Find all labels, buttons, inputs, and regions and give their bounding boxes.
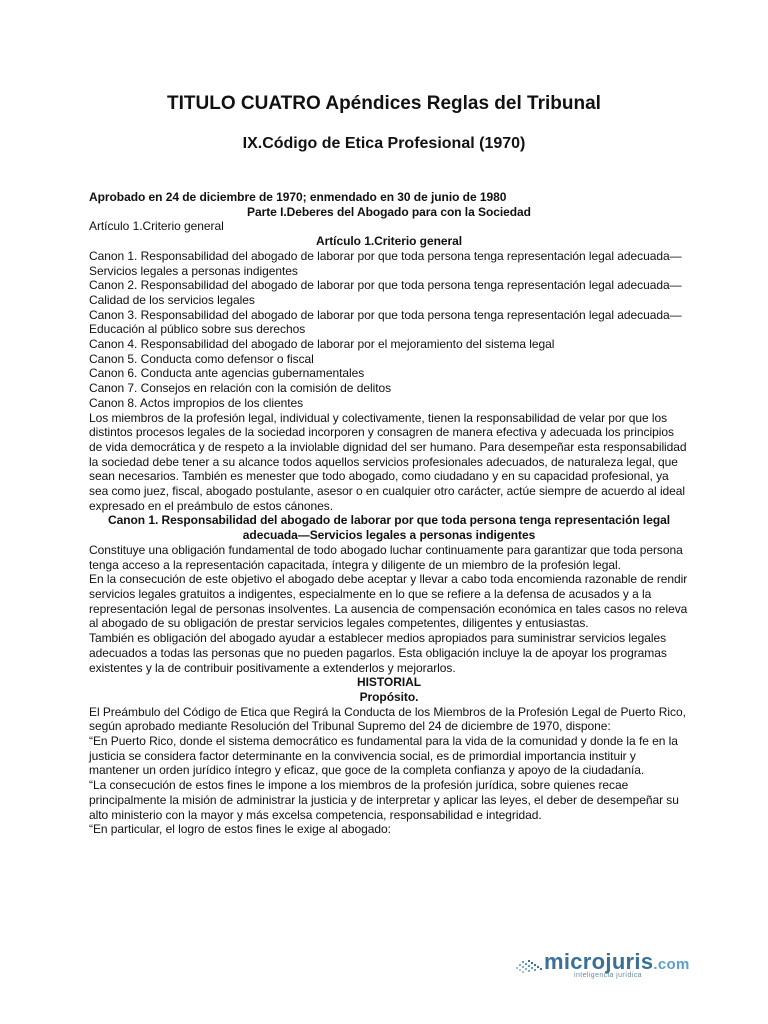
canon1-paragraph: Constituye una obligación fundamental de todo abogado luchar continuamente para garantizar que toda persona tenga acceso a la representación capacitada, íntegra y diligente de un miembro de la profesión legal. (89, 542, 683, 572)
article-heading: Artículo 1.Criterio general (315, 234, 463, 249)
approval-line: Aprobado en 24 de diciembre de 1970; enmendado en 30 de junio de 1980 (89, 190, 507, 204)
logo-tagline: inteligencia jurídica (574, 972, 642, 979)
canon-list-item: Canon 1. Responsabilidad del abogado de laborar por que toda persona tenga representación legal adecuada—Servicios legales a personas indigentes (89, 248, 682, 278)
canon-list-item: Canon 5. Conducta como defensor o fiscal (89, 351, 314, 366)
article-line-plain: Artículo 1.Criterio general (89, 219, 224, 234)
logo-suffix: .com (653, 956, 690, 973)
canon-list-item: Canon 8. Actos impropios de los clientes (89, 395, 304, 410)
microjuris-logo (514, 949, 690, 981)
canon-list-item: Canon 7. Consejos en relación con la comisión de delitos (89, 381, 392, 396)
canon-list-item: Canon 3. Responsabilidad del abogado de laborar por que toda persona tenga representación legal adecuada—Educación al público sobre sus derechos (89, 307, 682, 337)
logo-text: microjuris (544, 949, 654, 974)
canon1-paragraph: En la consecución de este objetivo el abogado debe aceptar y llevar a cabo toda encomienda razonable de rendir servicios legales gratuitos a indigentes, especialmente en lo que se refiere a la defensa de acusados y a la representación legal de personas insolventes. La ausencia de compensación económica en tales casos no releva al abogado de su obligación de prestar servicios legales competentes, diligentes y entusiastas. (89, 572, 688, 631)
canon1-heading: Canon 1. Responsabilidad del abogado de laborar por que toda persona tenga representación legal adecuada—Servicios legales a personas indigentes (107, 513, 671, 543)
canon-list-item: Canon 6. Conducta ante agencias gubernamentales (89, 366, 365, 381)
document-body (89, 190, 689, 837)
canon-list-item: Canon 4. Responsabilidad del abogado de laborar por el mejoramiento del sistema legal (89, 337, 555, 352)
historial-heading: HISTORIAL (357, 675, 421, 690)
historial-paragraph: “En Puerto Rico, donde el sistema democrático es fundamental para la vida de la comunidad y donde la fe en la justicia se considera factor determinante en la convivencia social, es de primordial importancia instituir y mantener un orden jurídico íntegro y eficaz, que goce de la completa confianza y apoyo de la ciudadanía. (89, 734, 678, 778)
part-heading: Parte I.Deberes del Abogado para con la Sociedad (247, 204, 531, 219)
historial-paragraph: “En particular, el logro de estos fines le exige al abogado: (89, 822, 391, 837)
intro-paragraph: Los miembros de la profesión legal, individual y colectivamente, tienen la responsabilidad de velar por que los distintos procesos legales de la sociedad incorporen y consagren de manera efectiva y adecuada los principios de vida democrática y de respeto a la inviolable dignidad del ser humano. Para desempeñar esta responsabilidad la sociedad debe tener a su alcance todos aquellos servicios profesionales adecuados, de naturaleza legal, que sean necesarios. También es menester que todo abogado, como ciudadano y en su capacidad profesional, ya sea como juez, fiscal, abogado postulante, asesor o en cualquier otro carácter, actúe siempre de acuerdo al ideal expresado en el preámbulo de estos cánones. (89, 410, 687, 513)
canon-list-item: Canon 2. Responsabilidad del abogado de laborar por que toda persona tenga representación legal adecuada—Calidad de los servicios legales (89, 278, 682, 307)
logo-mark-icon (514, 955, 544, 977)
historial-paragraph: “La consecución de estos fines le impone a los miembros de la profesión jurídica, sobre quienes recae principalmente la misión de administrar la justicia y de interpretar y aplicar las leyes, el deber de desempeñar su alto ministerio con la mayor y más excelsa competencia, responsabilidad e integridad. (89, 778, 679, 822)
historial-paragraph: El Preámbulo del Código de Etica que Regirá la Conducta de los Miembros de la Profesión Legal de Puerto Rico, según aprobado mediante Resolución del Tribunal Supremo del 24 de diciembre de 1970, dispone: (89, 704, 686, 734)
document-subtitle: IX.Código de Etica Profesional (1970) (242, 135, 526, 152)
document-title: TITULO CUATRO Apéndices Reglas del Tribunal (167, 93, 601, 114)
canon1-paragraph: También es obligación del abogado ayudar a establecer medios apropiados para suministrar servicios legales adecuados a todas las personas que no pueden pagarlos. Esta obligación incluye la de apoyar los programas existentes y la de contribuir positivamente a extenderlos y mejorarlos. (89, 631, 667, 675)
proposito-heading: Propósito. (359, 689, 419, 704)
